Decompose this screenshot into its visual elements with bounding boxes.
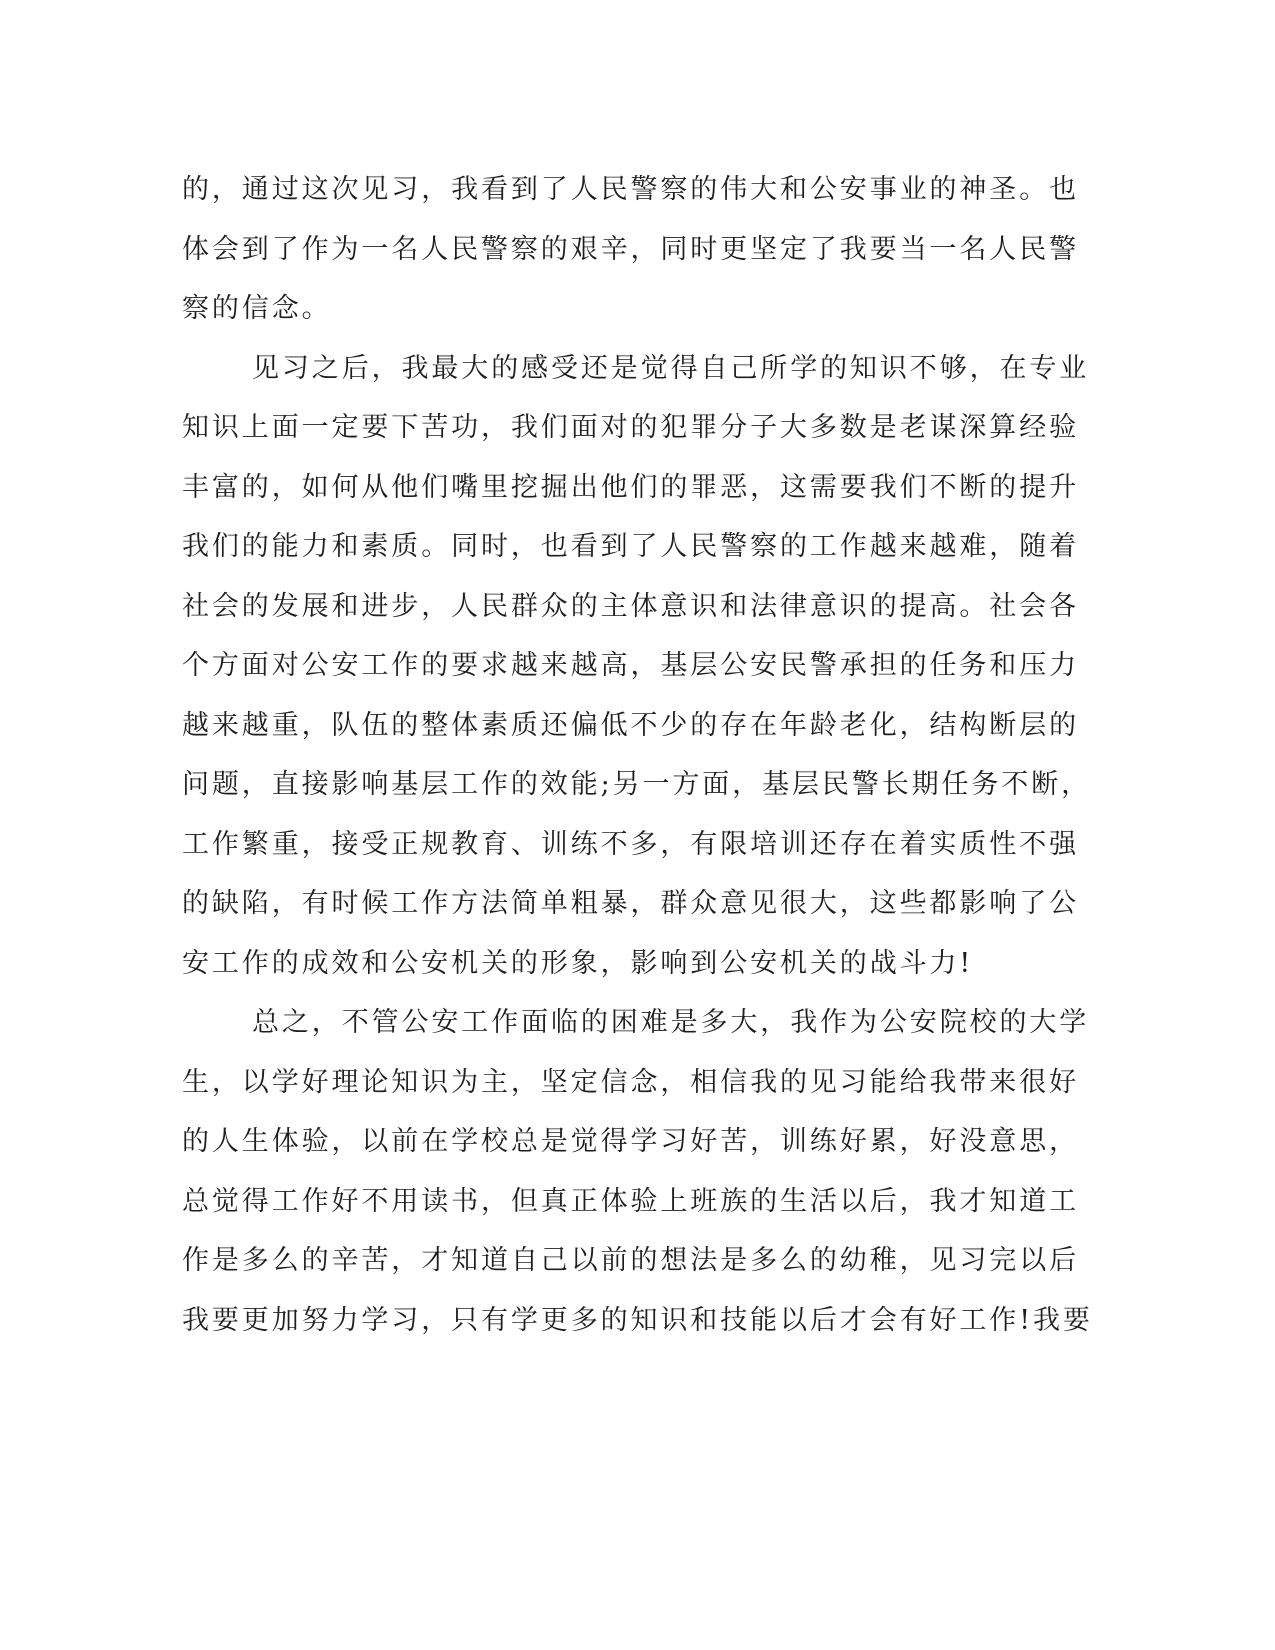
paragraph-3-line-5: 作是多么的辛苦，才知道自己以前的想法是多么的幼稚，见习完以后 xyxy=(182,1245,1079,1276)
paragraph-1-line-2: 体会到了作为一名人民警察的艰辛，同时更坚定了我要当一名人民警 xyxy=(182,233,1079,265)
paragraph-3-line-6: 我要更加努力学习，只有学更多的知识和技能以后才会有好工作!我要 xyxy=(182,1304,1093,1336)
paragraph-1-line-1: 的，通过这次见习，我看到了人民警察的伟大和公安事业的神圣。也 xyxy=(182,174,1079,205)
paragraph-2-line-1: 见习之后，我最大的感受还是觉得自己所学的知识不够，在专业 xyxy=(252,352,1090,384)
paragraph-3-line-1: 总之，不管公安工作面临的困难是多大，我作为公安院校的大学 xyxy=(252,1007,1090,1038)
paragraph-1-line-3: 察的信念。 xyxy=(182,293,332,324)
paragraph-2-line-10: 的缺陷，有时候工作方法简单粗暴，群众意见很大，这些都影响了公 xyxy=(182,888,1079,919)
paragraph-3-line-3: 的人生体验，以前在学校总是觉得学习好苦，训练好累，好没意思， xyxy=(182,1126,1079,1157)
paragraph-2-line-6: 个方面对公安工作的要求越来越高，基层公安民警承担的任务和压力 xyxy=(182,650,1079,681)
paragraph-2-line-9: 工作繁重，接受正规教育、训练不多，有限培训还存在着实质性不强 xyxy=(182,828,1079,860)
paragraph-2-line-5: 社会的发展和进步，人民群众的主体意识和法律意识的提高。社会各 xyxy=(182,590,1079,622)
paragraph-2-line-7: 越来越重，队伍的整体素质还偏低不少的存在年龄老化，结构断层的 xyxy=(182,709,1079,741)
body-text xyxy=(182,160,1093,1350)
paragraph-2-line-8: 问题，直接影响基层工作的效能;另一方面，基层民警长期任务不断， xyxy=(182,769,1091,800)
paragraph-2-line-2: 知识上面一定要下苦功，我们面对的犯罪分子大多数是老谋深算经验 xyxy=(182,412,1079,443)
paragraph-2-line-3: 丰富的，如何从他们嘴里挖掘出他们的罪恶，这需要我们不断的提升 xyxy=(182,471,1079,503)
paragraph-2-line-11: 安工作的成效和公安机关的形象，影响到公安机关的战斗力! xyxy=(182,947,974,979)
paragraph-3-line-2: 生，以学好理论知识为主，坚定信念，相信我的见习能给我带来很好 xyxy=(182,1066,1079,1098)
paragraph-3-line-4: 总觉得工作好不用读书，但真正体验上班族的生活以后，我才知道工 xyxy=(182,1185,1079,1217)
paragraph-2-line-4: 我们的能力和素质。同时，也看到了人民警察的工作越来越难，随着 xyxy=(182,531,1079,562)
